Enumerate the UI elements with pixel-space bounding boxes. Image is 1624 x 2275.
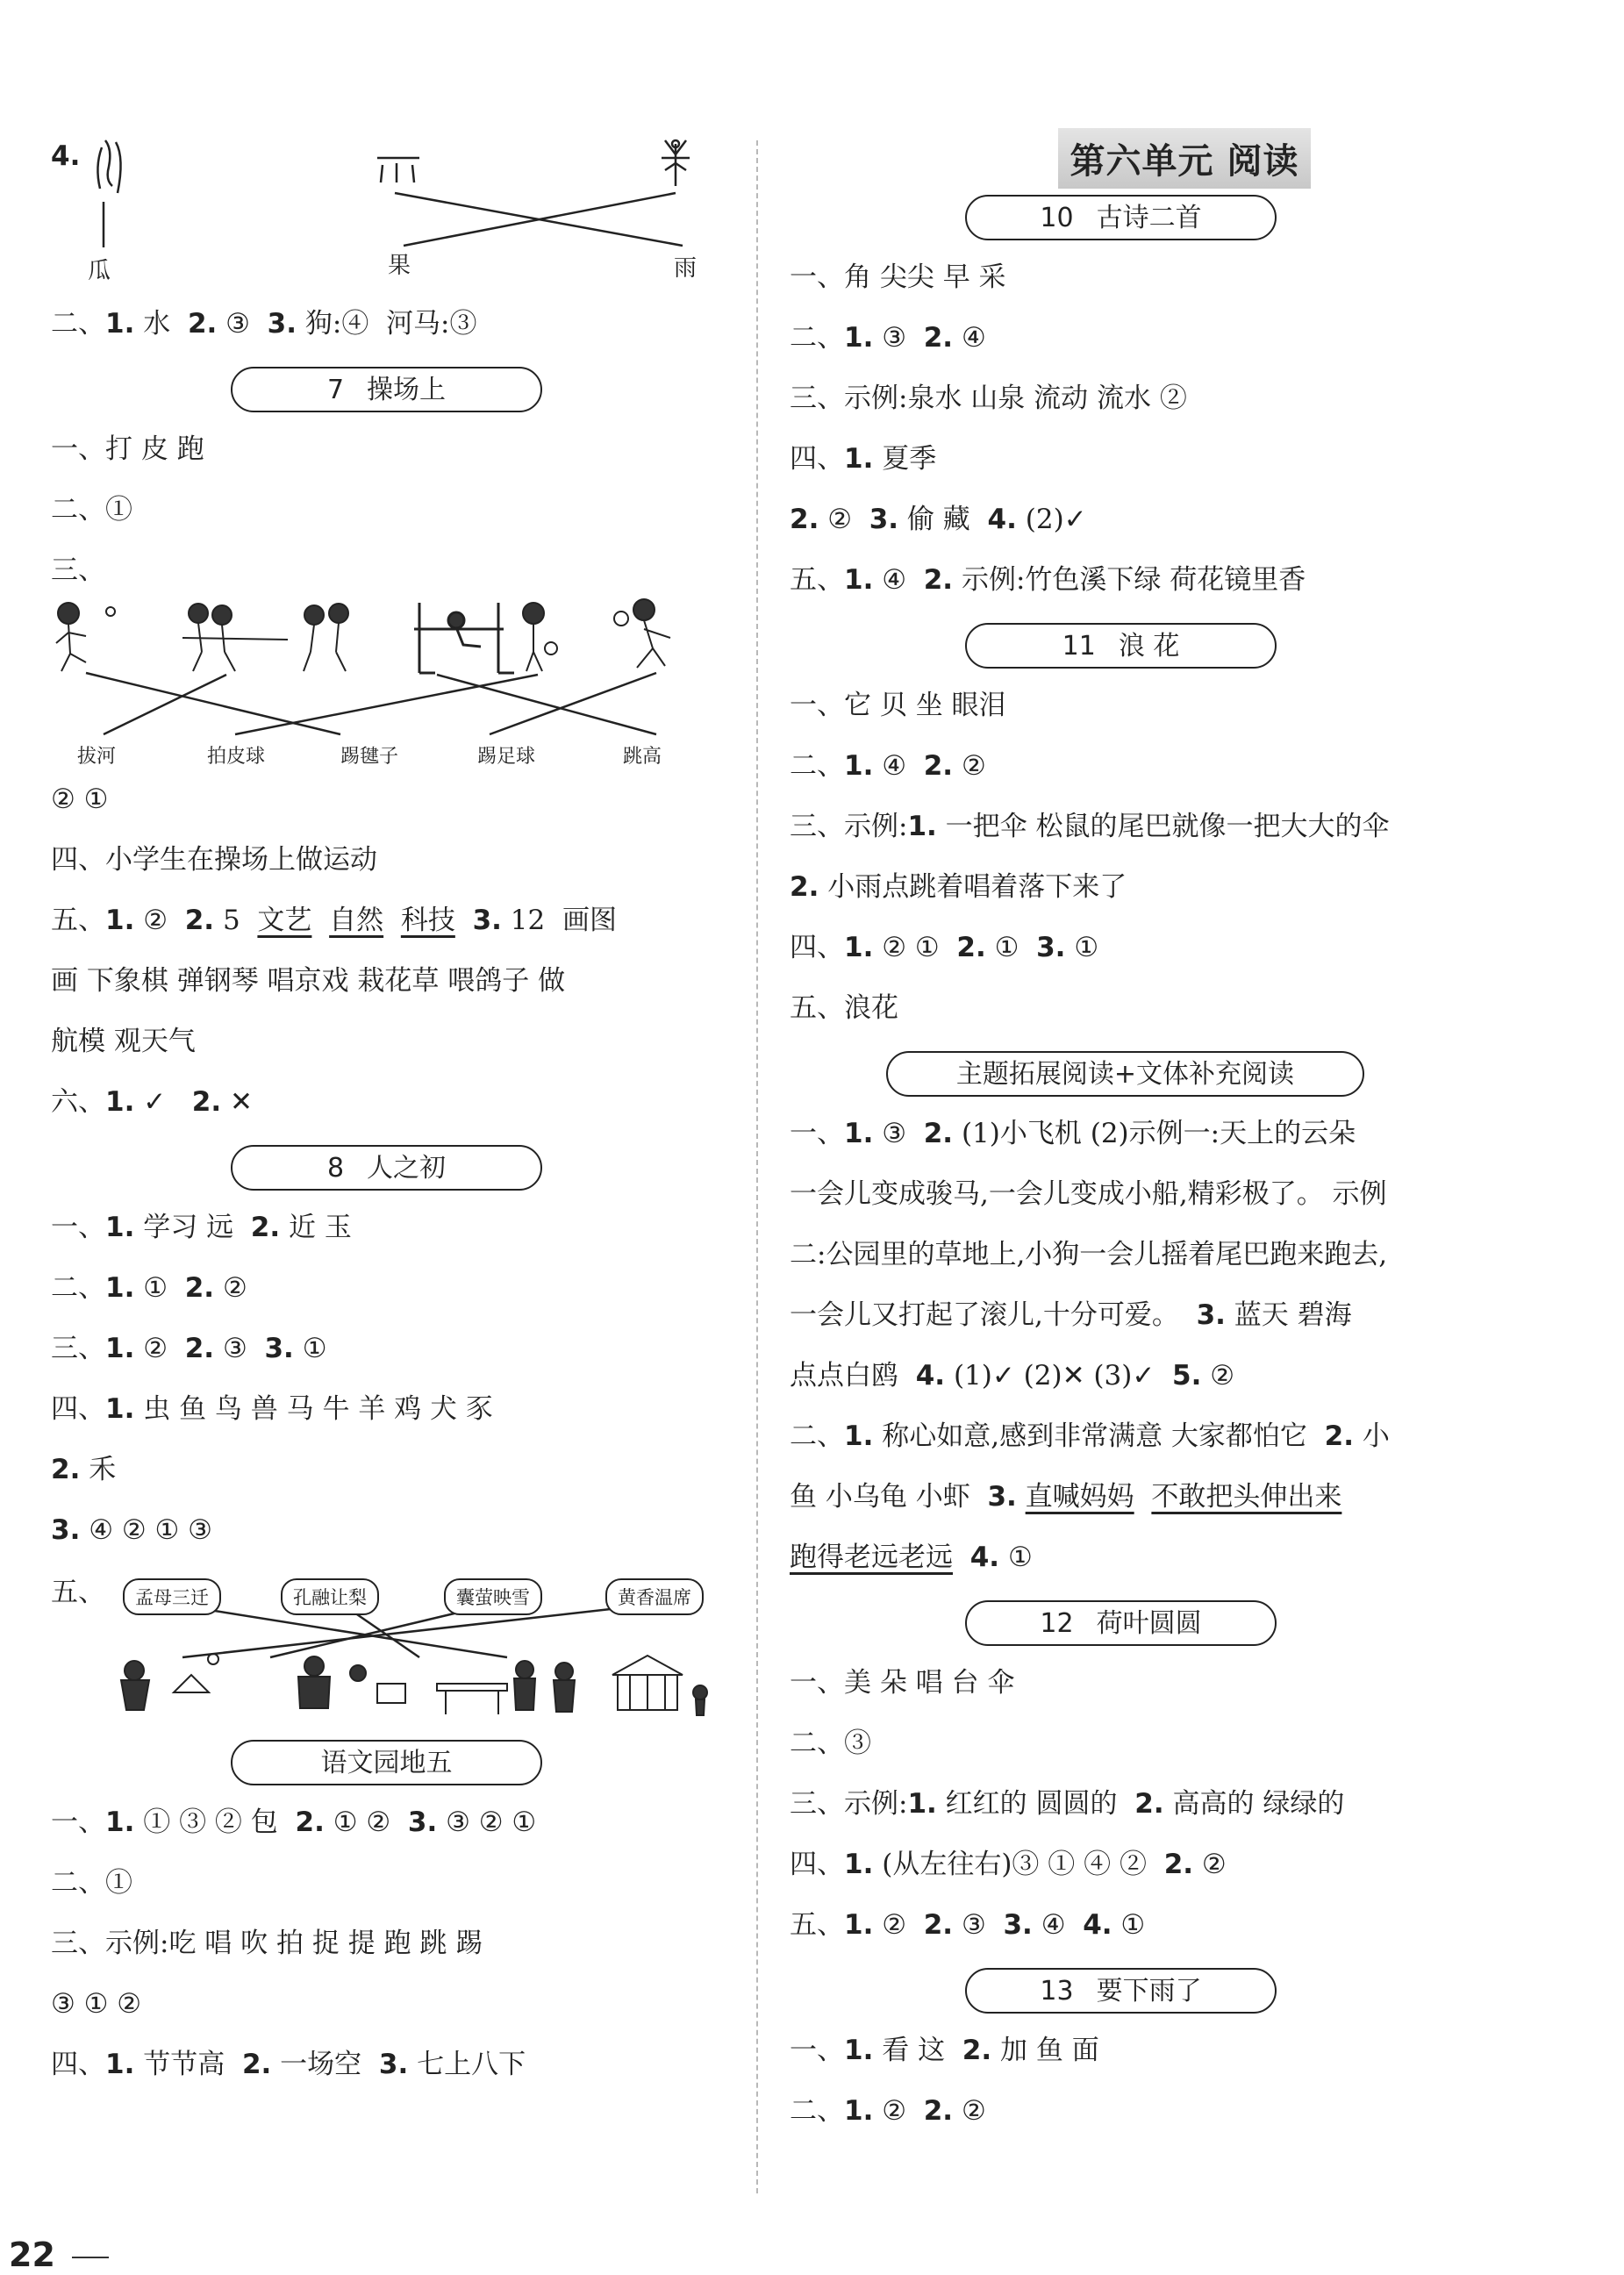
- answer-line: [51, 1258, 748, 1319]
- heading-text: 11: [1062, 631, 1096, 662]
- q4-word-3: 雨: [674, 255, 698, 282]
- answer-text: ✓: [143, 1086, 167, 1118]
- heading-text: 13: [1040, 1976, 1074, 2007]
- answer-text: 二、: [790, 750, 844, 782]
- story-tag: 孟母三迁: [123, 1578, 221, 1615]
- item-number: 1.: [844, 932, 874, 963]
- answer-line: 航模 观天气: [51, 1026, 196, 1057]
- answer-text: 二、: [790, 322, 844, 354]
- answer-line: [790, 2081, 1579, 2142]
- heading-text: 10: [1040, 203, 1074, 233]
- answer-text: 小: [1362, 1420, 1390, 1452]
- answer-line: [790, 797, 1579, 857]
- answer-text: ③: [882, 322, 907, 354]
- answer-text: 四、: [51, 1393, 105, 1425]
- answer-text: ①: [143, 1272, 168, 1304]
- answer-line: [790, 1527, 1579, 1588]
- answer-line: 二:公园里的草地上,小狗一会儿摇着尾巴跑来跑去,: [790, 1239, 1388, 1270]
- answer-text: 点点白鸥: [790, 1360, 898, 1391]
- item-number: 2.: [250, 1212, 281, 1243]
- heading-text: 第六单元 阅读: [1058, 128, 1312, 189]
- answer-text: ②: [961, 2095, 986, 2127]
- heading-text: 12: [1040, 1608, 1074, 1639]
- heading-text: 浪 花: [1118, 631, 1180, 662]
- answer-text: 二、: [51, 1272, 105, 1304]
- item-number: 1.: [105, 2049, 135, 2080]
- answer-text: 直喊妈妈: [1025, 1481, 1134, 1513]
- answer-line: [790, 550, 1579, 611]
- item-number: 2.: [184, 1272, 215, 1304]
- story-tag: 黄香温席: [605, 1578, 704, 1615]
- answer-text: 五、: [790, 564, 844, 596]
- answer-text: ④ ② ① ③: [89, 1514, 212, 1546]
- item-number: 1.: [844, 443, 874, 475]
- item-number: 3.: [987, 1481, 1017, 1513]
- item-number: 1.: [907, 1788, 937, 1820]
- heading-text: 要下雨了: [1096, 1976, 1202, 2007]
- answer-text: (1)✓ (2)✕ (3)✓: [953, 1360, 1155, 1391]
- item-number: 2.: [956, 932, 986, 963]
- answer-text: ②: [1201, 1849, 1227, 1880]
- item-number: 2.: [923, 322, 954, 354]
- answer-text: ①: [1120, 1909, 1146, 1941]
- item-number: 4.: [987, 504, 1017, 535]
- answer-text: 一会儿又打起了滚儿,十分可爱。: [790, 1299, 1179, 1331]
- answer-line: [51, 2035, 748, 2095]
- lesson-8-heading: [231, 1145, 542, 1191]
- answer-text: 二、: [790, 1420, 844, 1452]
- answer-text: ②: [882, 1909, 907, 1941]
- answer-line: [790, 1285, 1579, 1346]
- item-number: 2.: [923, 1118, 954, 1149]
- answer-line: 三、示例:泉水 山泉 流动 流水 ②: [790, 383, 1187, 414]
- item-number: 3.: [378, 2049, 409, 2080]
- answer-text: 高高的 绿绿的: [1172, 1788, 1345, 1820]
- answer-line: 三、: [51, 554, 105, 586]
- answer-text: ②: [143, 1333, 168, 1364]
- answer-text: 一场空: [280, 2049, 362, 2080]
- lesson-11-heading: [965, 623, 1277, 669]
- answer-line: [51, 891, 748, 951]
- ball-kid-icon: [523, 603, 557, 671]
- guo-glyph-icon: [377, 158, 419, 182]
- item-number: 3.: [1196, 1299, 1226, 1331]
- item-number: 3.: [264, 1333, 294, 1364]
- answer-text: 鱼 小乌龟 小虾: [790, 1481, 970, 1513]
- answer-text: 看 这: [882, 2035, 946, 2066]
- item-number: 1.: [105, 1086, 135, 1118]
- answer-text: 一、: [51, 1212, 105, 1243]
- answer-text: 虫 鱼 鸟 兽 马 牛 羊 鸡 犬 豕: [143, 1393, 493, 1425]
- answer-text: ②: [882, 2095, 907, 2127]
- heading-text: 7: [326, 375, 345, 405]
- soccer-kid-icon: [614, 599, 670, 668]
- answer-text: 小雨点跳着唱着落下来了: [827, 871, 1127, 903]
- answer-text: 一、: [790, 1118, 844, 1149]
- answer-line: 一、打 皮 跑: [51, 433, 204, 465]
- answer-line: [51, 1792, 748, 1853]
- item-number: 1.: [844, 1849, 874, 1880]
- answer-line: [790, 1774, 1579, 1835]
- answer-text: 二、: [790, 2095, 844, 2127]
- heading-text: 人之初: [367, 1153, 447, 1184]
- answer-line: 二、①: [51, 1867, 132, 1899]
- item-number: 1.: [105, 1333, 135, 1364]
- item-number: 1.: [105, 1806, 135, 1838]
- answer-text: 画图: [562, 905, 617, 936]
- right-column: [790, 123, 1579, 2142]
- answer-text: 示例:竹色溪下绿 荷花镜里香: [961, 564, 1306, 596]
- answer-text: 加 鱼 面: [1000, 2035, 1099, 2066]
- answer-text: ① ③ ② 包: [143, 1806, 278, 1838]
- page-number: 22: [9, 2236, 55, 2274]
- l7-line-3: [437, 675, 656, 734]
- answer-text: ② ①: [882, 932, 940, 963]
- item-number: 5.: [1172, 1360, 1202, 1391]
- answer-text: 四、: [790, 443, 844, 475]
- yu-glyph-icon: [662, 140, 690, 186]
- answer-text: ③: [961, 1909, 986, 1941]
- answer-text: ④: [882, 750, 907, 782]
- item-number: 1.: [844, 2035, 874, 2066]
- item-number: 4.: [1083, 1909, 1112, 1941]
- item-number: 4.: [969, 1542, 1000, 1573]
- item-number: 3.: [267, 308, 297, 340]
- answer-text: ④: [882, 564, 907, 596]
- answer-text: 学习 远: [143, 1212, 234, 1243]
- item-number: 2.: [1324, 1420, 1355, 1452]
- item-number: 1.: [105, 308, 135, 340]
- l7-line-5: [490, 673, 656, 734]
- l7-line-2: [104, 675, 226, 734]
- answer-text: ①: [1074, 932, 1099, 963]
- lesson-12-heading: [965, 1600, 1277, 1646]
- answer-line: [51, 1319, 748, 1379]
- answer-text: 称心如意,感到非常满意 大家都怕它: [882, 1420, 1307, 1452]
- page-number-rule: [72, 2257, 109, 2258]
- item-number: 1.: [844, 1118, 874, 1149]
- answer-text: 二、: [51, 308, 105, 340]
- item-number: 3.: [472, 905, 502, 936]
- item-number: 4.: [915, 1360, 946, 1391]
- item-number: 2.: [790, 871, 819, 903]
- item-number: 2.: [295, 1806, 325, 1838]
- answer-text: 文艺: [257, 905, 312, 936]
- answer-text: 三、示例:: [790, 811, 908, 842]
- item-number: 2.: [923, 750, 954, 782]
- answer-line: [51, 1072, 748, 1133]
- answer-line: [790, 308, 1579, 368]
- answer-line: [790, 1346, 1579, 1406]
- answer-text: ②: [827, 504, 853, 535]
- answer-text: 自然: [329, 905, 384, 936]
- item-number: 2.: [51, 1454, 81, 1485]
- theme-reading-heading: [886, 1051, 1364, 1097]
- item-number: 2.: [187, 308, 218, 340]
- q4-label: 4.: [51, 140, 81, 172]
- heading-text: 语文园地五: [320, 1748, 453, 1778]
- item-number: 2.: [184, 1333, 215, 1364]
- answer-text: 三、: [51, 1333, 105, 1364]
- answer-line: 四、小学生在操场上做运动: [51, 844, 377, 876]
- answer-text: 河马:③: [386, 308, 477, 340]
- answer-text: ②: [143, 905, 168, 936]
- answer-line: [790, 429, 1579, 490]
- answer-text: ③: [222, 1333, 247, 1364]
- lesson-13-heading: [965, 1968, 1277, 2014]
- answer-line: [790, 1467, 1579, 1527]
- answer-text: ①: [994, 932, 1019, 963]
- item-number: 2.: [923, 1909, 954, 1941]
- item-number: 2.: [962, 2035, 992, 2066]
- answer-text: 节节高: [143, 2049, 225, 2080]
- item-number: 1.: [844, 1420, 874, 1452]
- item-number: 3.: [407, 1806, 438, 1838]
- answer-line: [51, 1500, 748, 1561]
- lesson-7-heading: [231, 367, 542, 412]
- activity-label: 拍皮球: [207, 746, 266, 768]
- answer-line: [790, 1104, 1579, 1164]
- item-number: 1.: [844, 564, 874, 596]
- item-number: 1.: [907, 811, 937, 842]
- item-number: 2.: [923, 2095, 954, 2127]
- answer-text: 五、: [51, 905, 105, 936]
- answer-line: 五、浪花: [790, 992, 898, 1024]
- answer-text: 科技: [400, 905, 455, 936]
- activity-label: 拔河: [77, 746, 117, 768]
- story-scene-3-icon: [437, 1661, 575, 1714]
- answer-text: 5: [222, 905, 240, 936]
- item-number: 1.: [844, 750, 874, 782]
- answer-line: 一、它 贝 坐 眼泪: [790, 690, 1006, 721]
- answer-text: ①: [1007, 1542, 1033, 1573]
- answer-line: 画 下象棋 弹钢琴 唱京戏 栽花草 喂鸽子 做: [51, 965, 566, 997]
- story-scene-2-icon: [298, 1656, 405, 1708]
- answer-line: [790, 2021, 1579, 2081]
- answer-line: ② ①: [51, 783, 109, 815]
- item-number: 1.: [105, 1212, 135, 1243]
- answer-text: ②: [1210, 1360, 1235, 1391]
- activity-label: 踢足球: [477, 746, 536, 768]
- item-number: 1.: [844, 2095, 874, 2127]
- answer-text: 四、: [51, 2049, 105, 2080]
- answer-text: 蓝天 碧海: [1234, 1299, 1352, 1331]
- answer-line: [790, 918, 1579, 978]
- answer-line: [790, 1835, 1579, 1895]
- answer-line: 二、③: [790, 1728, 871, 1759]
- column-divider: [756, 140, 758, 2193]
- answer-text: 一、: [51, 1806, 105, 1838]
- q4-word-1: 瓜: [88, 258, 111, 284]
- item-number: 1.: [105, 905, 135, 936]
- answer-text: ③ ② ①: [446, 1806, 537, 1838]
- story-tag: 孔融让梨: [281, 1578, 379, 1615]
- answer-text: ④: [1041, 1909, 1066, 1941]
- answer-text: 水: [143, 308, 171, 340]
- answer-text: 一把伞 松鼠的尾巴就像一把大大的伞: [945, 811, 1390, 842]
- answer-text: 一、: [790, 2035, 844, 2066]
- answer-line: 一、角 尖尖 早 采: [790, 261, 1006, 293]
- answer-text: ②: [222, 1272, 247, 1304]
- answer-line: [790, 1406, 1579, 1467]
- item-number: 3.: [1036, 932, 1066, 963]
- answer-text: 偷 藏: [906, 504, 970, 535]
- item-number: 1.: [844, 322, 874, 354]
- answer-text: 禾: [89, 1454, 117, 1485]
- answer-line: 三、示例:吃 唱 吹 拍 捉 提 跑 跳 踢: [51, 1928, 483, 1959]
- answer-text: 狗:④: [304, 308, 369, 340]
- answer-line: [790, 1895, 1579, 1956]
- answer-text: 四、: [790, 1849, 844, 1880]
- answer-line: 一、美 朵 唱 台 伞: [790, 1667, 1015, 1699]
- item-number: 2.: [191, 1086, 222, 1118]
- item-number: 3.: [51, 1514, 81, 1546]
- item-number: 1.: [844, 1909, 874, 1941]
- item-number: 2.: [923, 564, 954, 596]
- answer-text: ③: [882, 1118, 907, 1149]
- answer-text: ④: [961, 322, 986, 354]
- answer-line: 二、①: [51, 494, 132, 526]
- l8-line-4: [182, 1603, 665, 1657]
- answer-text: 近 玉: [289, 1212, 352, 1243]
- answer-text: ③: [225, 308, 250, 340]
- answer-text: 红红的 圆圆的: [945, 1788, 1118, 1820]
- l7-activity-figure: [51, 594, 748, 769]
- high-jump-icon: [414, 603, 514, 673]
- q4-figure: [51, 132, 748, 294]
- story-scene-1-icon: [121, 1654, 218, 1710]
- item-number: 1.: [105, 1393, 135, 1425]
- lesson-10-heading: [965, 195, 1277, 240]
- item-number: 2.: [1163, 1849, 1194, 1880]
- item-number: 2.: [1134, 1788, 1164, 1820]
- q4-word-2: 果: [388, 253, 411, 279]
- answer-text: 六、: [51, 1086, 105, 1118]
- answer-text: ① ②: [333, 1806, 391, 1838]
- heading-text: 古诗二首: [1096, 203, 1202, 233]
- left-column: [51, 132, 748, 2095]
- item-number: 3.: [1003, 1909, 1033, 1941]
- activity-label: 跳高: [623, 746, 662, 768]
- heading-text: 荷叶圆圆: [1096, 1608, 1202, 1639]
- item-number: 2.: [241, 2049, 272, 2080]
- heading-text: 主题拓展阅读+文体补充阅读: [955, 1059, 1295, 1090]
- answer-line: [790, 857, 1579, 918]
- garden-5-heading: [231, 1740, 542, 1785]
- answer-text: 跑得老远老远: [790, 1542, 953, 1573]
- l7-line-4: [235, 675, 538, 734]
- answer-text: (从左往右)③ ① ④ ②: [882, 1849, 1147, 1880]
- story-tag: 囊萤映雪: [444, 1578, 542, 1615]
- unit-title: [790, 123, 1579, 193]
- answer-line: [51, 1379, 748, 1440]
- answer-text: 夏季: [882, 443, 937, 475]
- heading-text: 操场上: [367, 375, 447, 405]
- tug-of-war-icon: [182, 604, 348, 671]
- answer-text: (1)小飞机 (2)示例一:天上的云朵: [961, 1118, 1356, 1149]
- item-number: 2.: [184, 905, 215, 936]
- answer-text: 不敢把头伸出来: [1151, 1481, 1342, 1513]
- answer-line: [51, 294, 748, 354]
- gua-glyph-icon: [97, 140, 120, 193]
- item-number: 3.: [869, 504, 899, 535]
- answer-text: (2)✓: [1025, 504, 1087, 535]
- item-number: 2.: [790, 504, 819, 535]
- activity-label: 踢毽子: [340, 746, 399, 768]
- answer-line: 一会儿变成骏马,一会儿变成小船,精彩极了。 示例: [790, 1178, 1387, 1210]
- answer-line: [51, 1198, 748, 1258]
- jianzi-kid-icon: [56, 603, 115, 671]
- answer-text: 三、示例:: [790, 1788, 908, 1820]
- item-number: 1.: [105, 1272, 135, 1304]
- answer-text: 五、: [790, 1909, 844, 1941]
- answer-text: 七上八下: [417, 2049, 526, 2080]
- answer-line: ③ ① ②: [51, 1988, 142, 2020]
- answer-line: [790, 736, 1579, 797]
- answer-line: [51, 1440, 748, 1500]
- l8-5-label: 五、: [51, 1577, 105, 1608]
- story-scene-4-icon: [612, 1656, 707, 1715]
- answer-text: 四、: [790, 932, 844, 963]
- answer-text: ①: [302, 1333, 327, 1364]
- heading-text: 8: [326, 1153, 345, 1184]
- answer-line: [790, 490, 1579, 550]
- answer-text: ②: [961, 750, 986, 782]
- answer-text: ✕: [229, 1086, 253, 1118]
- l8-story-figure: [51, 1561, 748, 1728]
- answer-text: 12: [510, 905, 546, 936]
